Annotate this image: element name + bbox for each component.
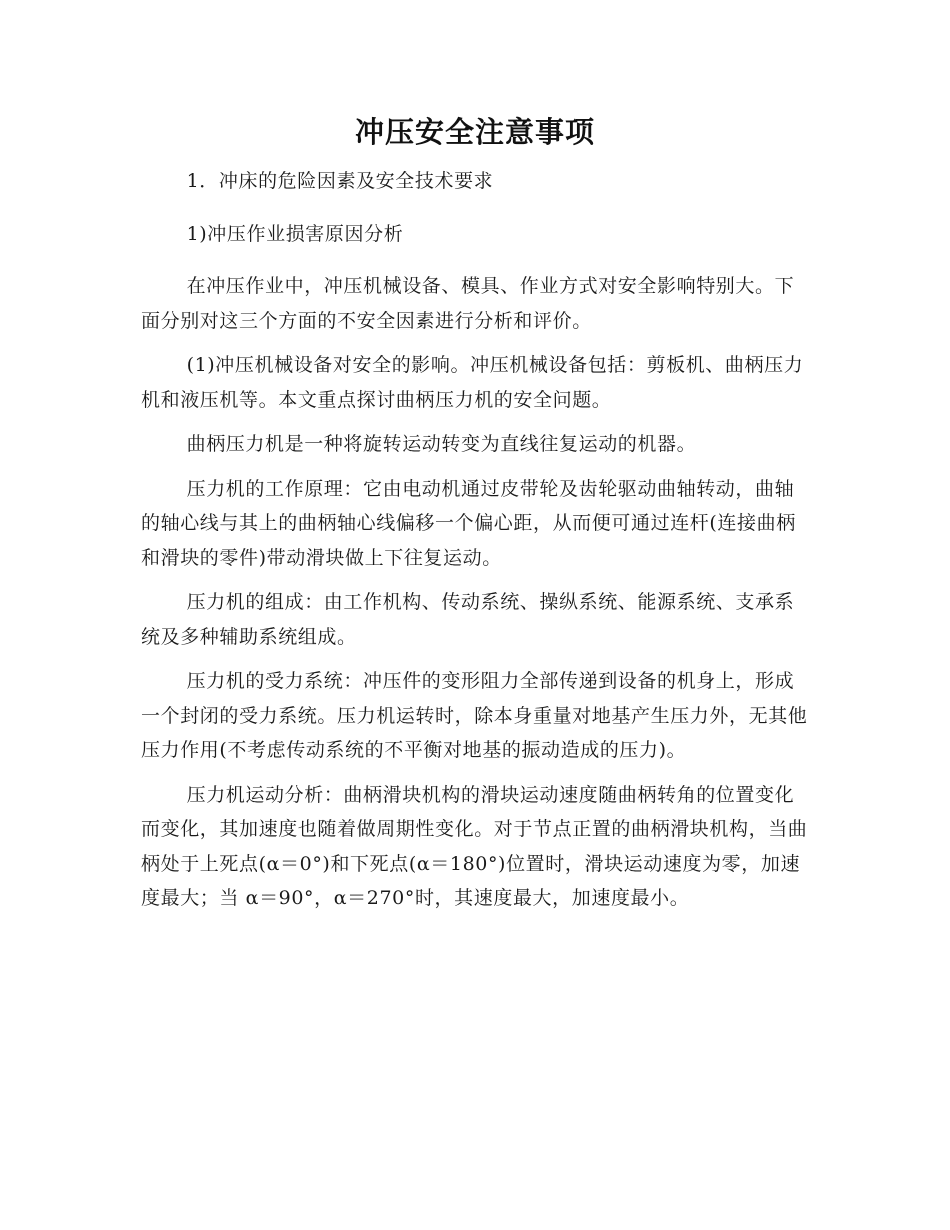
document-page bbox=[141, 112, 809, 926]
paragraph-working-principle: 压力机的工作原理：它由电动机通过皮带轮及齿轮驱动曲轴转动，曲轴的轴心线与其上的曲柄轴心线偏移一个偏心距，从而便可通过连杆(连接曲柄和滑块的零件)带动滑块做上下往复运动。 bbox=[141, 477, 796, 569]
subsection-heading: 1)冲压作业损害原因分析 bbox=[186, 222, 404, 245]
document-title: 冲压安全注意事项 bbox=[354, 115, 595, 149]
paragraph-crank-press-definition: 曲柄压力机是一种将旋转运动转变为直线往复运动的机器。 bbox=[186, 433, 697, 455]
paragraph-motion-analysis: 压力机运动分析：曲柄滑块机构的滑块运动速度随曲柄转角的位置变化而变化，其加速度也随着做周期性变化。对于节点正置的曲柄滑块机构，当曲柄处于上死点(α＝0°)和下死点(α＝180°)位置时，滑块运动速度为零，加速度最大；当 α＝90°，α＝270°时，其速度最大，加速度最小。 bbox=[141, 783, 808, 909]
paragraph-composition: 压力机的组成：由工作机构、传动系统、操纵系统、能源系统、支承系统及多种辅助系统组成。 bbox=[141, 591, 795, 648]
paragraph-equipment: (1)冲压机械设备对安全的影响。冲压机械设备包括：剪板机、曲柄压力机和液压机等。本文重点探讨曲柄压力机的安全问题。 bbox=[141, 354, 804, 411]
paragraph-intro: 在冲压作业中，冲压机械设备、模具、作业方式对安全影响特别大。下面分别对这三个方面的不安全因素进行分析和评价。 bbox=[141, 275, 795, 332]
paragraph-force-system: 压力机的受力系统：冲压件的变形阻力全部传递到设备的机身上，形成一个封闭的受力系统。压力机运转时，除本身重量对地基产生压力外，无其他压力作用(不考虑传动系统的不平衡对地基的振动造成的压力)。 bbox=[141, 670, 808, 761]
section-heading: 1．冲床的危险因素及安全技术要求 bbox=[186, 170, 494, 192]
